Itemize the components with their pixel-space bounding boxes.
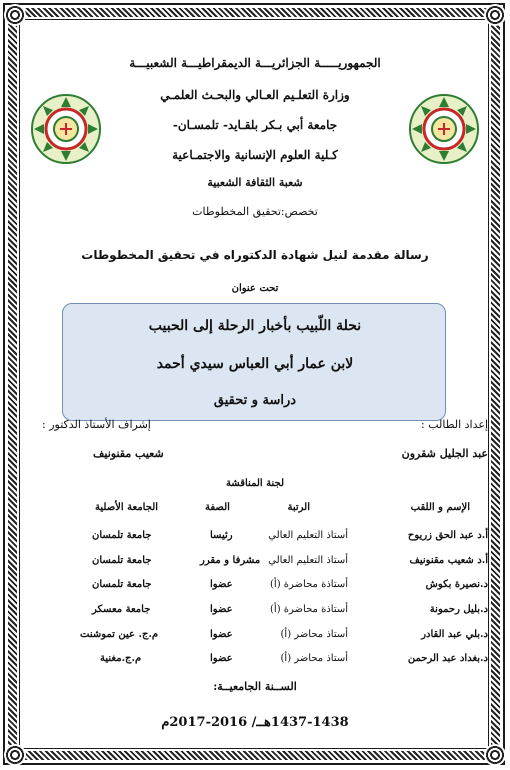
- department-name: شعبة الثقافة الشعبية: [207, 176, 303, 189]
- university-name: جامعة أبي بـكر بلقـايد- تلمسـان-: [172, 118, 338, 132]
- member-role: رئيسا: [210, 530, 233, 541]
- faculty-name: كـلية العلوم الإنسانية والاجتمـاعية: [172, 148, 338, 162]
- under-title-label: تحت عنوان: [231, 283, 279, 294]
- member-university: م.ج.مغنية: [100, 653, 142, 664]
- member-rank: أستاذ محاضر (أ): [280, 629, 348, 640]
- member-name: د.بليل رحمونة: [429, 604, 488, 615]
- corner-ornament-icon: [484, 4, 506, 26]
- member-university: جامعة معسكر: [92, 604, 151, 615]
- specialty: تخصص:تحقيق المخطوطات: [192, 205, 318, 218]
- member-role: عضوا: [210, 604, 233, 615]
- thesis-title-line3: دراسة و تحقيق: [213, 393, 297, 408]
- member-university: م.ج. عين تموشنت: [80, 629, 159, 640]
- member-role: مشرفا و مقرر: [200, 555, 261, 566]
- member-role: عضوا: [210, 629, 233, 640]
- corner-ornament-icon: [4, 4, 26, 26]
- supervisor-label: إشراف الأستاذ الدكتور :: [42, 418, 151, 431]
- header-role: الصفة: [205, 502, 230, 513]
- student-name: عبد الجليل شقرون: [401, 447, 488, 460]
- member-rank: أستاذة محاضرة (أ): [270, 604, 348, 615]
- academic-year-label: الســنة الجامعيــة:: [213, 680, 297, 693]
- member-role: عضوا: [210, 653, 233, 664]
- corner-ornament-icon: [4, 744, 26, 766]
- member-rank: أستاذ التعليم العالي: [268, 530, 348, 541]
- header-rank: الرتبة: [287, 502, 310, 513]
- member-rank: أستاذة محاضرة (أ): [270, 579, 348, 590]
- republic-name: الجمهوريـــــة الجزائريـــة الديمقراطيـــة الشعبيـــة: [129, 56, 381, 70]
- supervisor-name: شعيب مقنونيف: [93, 447, 164, 460]
- member-name: أ.د شعيب مقنونيف: [409, 555, 488, 566]
- ministry-name: وزارة التعلـيم العـالي والبحـث العلمـي: [160, 88, 350, 102]
- thesis-title-line1: نحلة اللّبيب بأخبار الرحلة إلى الحبيب: [148, 318, 362, 334]
- member-name: د.بلي عبد القادر: [421, 629, 488, 640]
- member-rank: أستاذ محاضر (أ): [280, 653, 348, 664]
- thesis-purpose: رسالة مقدمة لنيل شهادة الدكتوراه في تحقيق المخطوطات: [81, 248, 429, 262]
- academic-years: 1437-1438هــ/ 2016-2017م: [161, 715, 349, 730]
- header-university: الجامعة الأصلية: [95, 502, 159, 513]
- member-university: جامعة تلمسان: [92, 555, 152, 566]
- member-rank: أستاذ التعليم العالي: [268, 555, 348, 566]
- member-name: د.بغداد عبد الرحمن: [407, 653, 488, 664]
- committee-title: لجنة المناقشة: [225, 478, 285, 489]
- thesis-title-line2: لابن عمار أبي العباس سيدي أحمد: [156, 356, 354, 372]
- student-label: إعداد الطالب :: [421, 418, 488, 431]
- member-university: جامعة تلمسان: [92, 530, 152, 541]
- member-university: جامعة تلمسان: [92, 579, 152, 590]
- member-name: أ.د عبد الحق زريوح: [407, 530, 488, 541]
- corner-ornament-icon: [484, 744, 506, 766]
- header-name: الإسم و اللقب: [410, 502, 470, 513]
- member-role: عضوا: [210, 579, 233, 590]
- member-name: د.نصيرة بكوش: [425, 579, 488, 590]
